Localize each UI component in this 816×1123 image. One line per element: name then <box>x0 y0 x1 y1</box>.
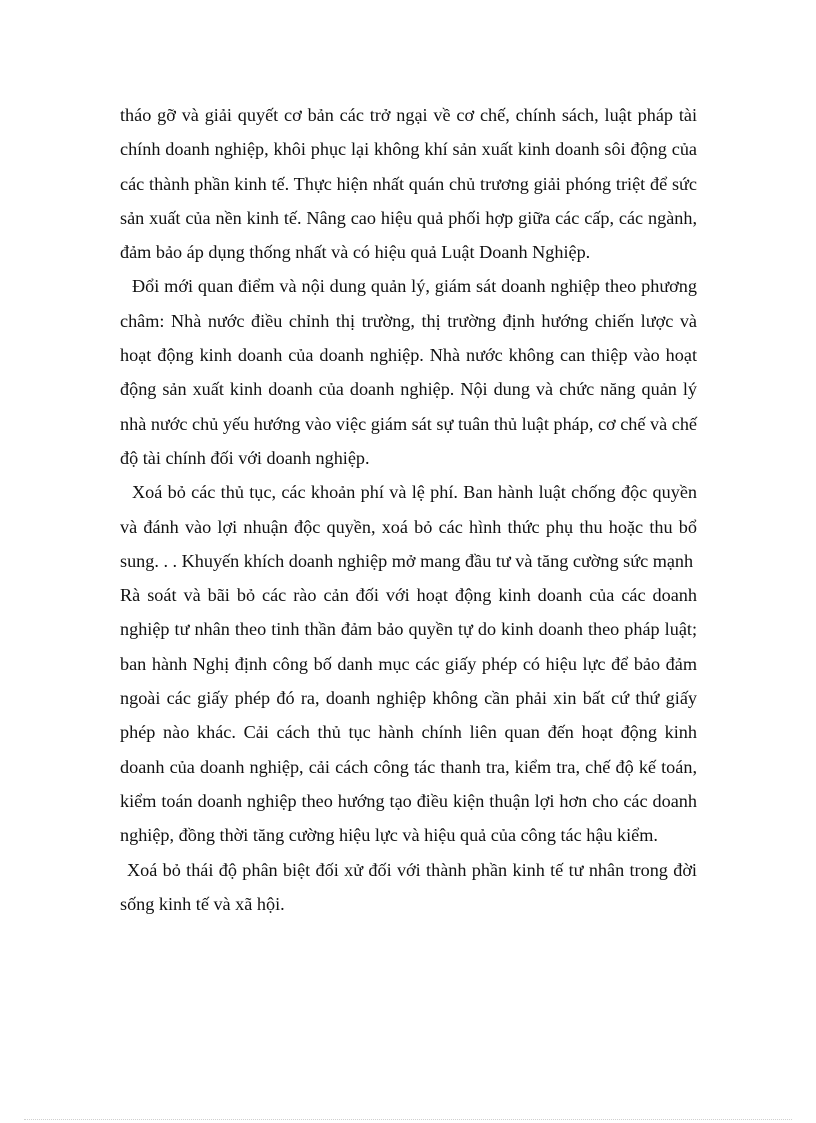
paragraph-non-discrimination: Xoá bỏ thái độ phân biệt đối xử đối với thành phần kinh tế tư nhân trong đời sống kinh tế và xã hội. <box>120 859 697 914</box>
body-text <box>120 98 697 921</box>
page-bottom-divider <box>24 1119 792 1120</box>
paragraph-fee-removal: Xoá bỏ các thủ tục, các khoản phí và lệ phí. Ban hành luật chống độc quyền và đánh vào lợi nhuận độc quyền, xoá bỏ các hình thức phụ thu hoặc thu bổ sung. . . Khuyến khích doanh nghiệp mở mang đầu tư và tăng cường sức mạnh <box>120 482 697 571</box>
paragraph-barrier-review: Rà soát và bãi bỏ các rào cản đối với hoạt động kinh doanh của các doanh nghiệp tư nhân theo tinh thần đảm bảo quyền tự do kinh doanh theo pháp luật; ban hành Nghị định công bố danh mục các giấy phép có hiệu lực để bảo đảm ngoài các giấy phép đó ra, doanh nghiệp không cần phải xin bất cứ thứ giấy phép nào khác. Cải cách thủ tục hành chính liên quan đến hoạt động kinh doanh của doanh nghiệp, cải cách công tác thanh tra, kiểm tra, chế độ kế toán, kiểm toán doanh nghiệp theo hướng tạo điều kiện thuận lợi hơn cho các doanh nghiệp, đồng thời tăng cường hiệu lực và hiệu quả của công tác hậu kiểm. <box>120 585 697 846</box>
paragraph-management-reform: Đổi mới quan điểm và nội dung quản lý, giám sát doanh nghiệp theo phương châm: Nhà nước điều chỉnh thị trường, thị trường định hướng chiến lược và hoạt động kinh doanh của doanh nghiệp. Nhà nước không can thiệp vào hoạt động sản xuất kinh doanh của doanh nghiệp. Nội dung và chức năng quản lý nhà nước chủ yếu hướng vào việc giám sát sự tuân thủ luật pháp, cơ chế và chế độ tài chính đối với doanh nghiệp. <box>120 276 697 468</box>
paragraph-continuation: tháo gỡ và giải quyết cơ bản các trở ngại về cơ chế, chính sách, luật pháp tài chính doanh nghiệp, khôi phục lại không khí sản xuất kinh doanh sôi động của các thành phần kinh tế. Thực hiện nhất quán chủ trương giải phóng triệt để sức sản xuất của nền kinh tế. Nâng cao hiệu quả phối hợp giữa các cấp, các ngành, đảm bảo áp dụng thống nhất và có hiệu quả Luật Doanh Nghiệp. <box>120 105 697 263</box>
